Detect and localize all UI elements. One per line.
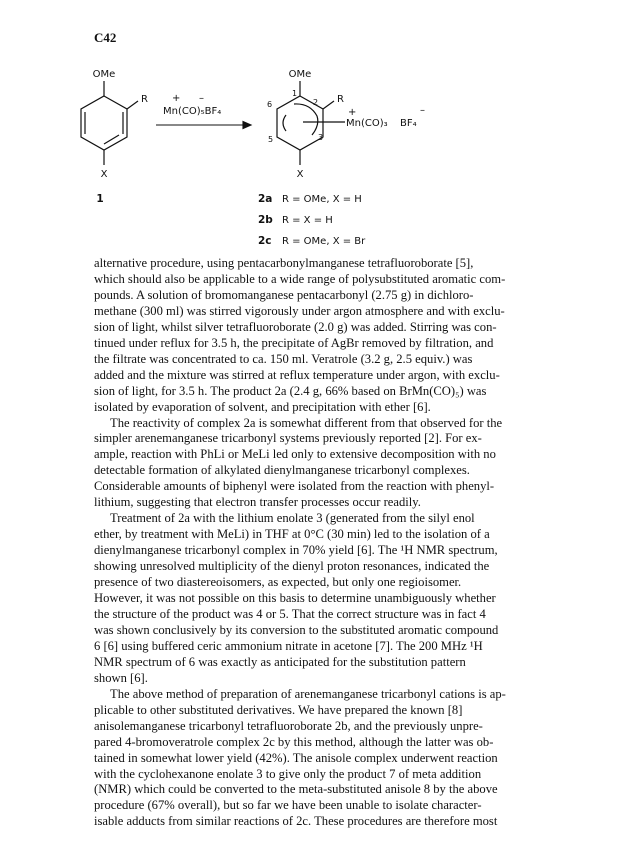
reactant-r-label: R	[141, 94, 148, 105]
text-line: However, it was not possible on this basis to determine unambiguously whether	[94, 591, 496, 606]
text-line: Treatment of 2a with the lithium enolate 3 (generated from the silyl enol	[110, 511, 475, 526]
reactant-ome-label: OMe	[92, 69, 116, 80]
text-line: pounds. A solution of bromomanganese pentacarbonyl (2.75 g) in dichloro-	[94, 287, 474, 302]
text-line: The above method of preparation of arenemanganese tricarbonyl cations is ap-	[110, 686, 506, 701]
compound-2b-definition: R = X = H	[282, 215, 333, 226]
product-structure	[277, 81, 345, 165]
text-line: alternative procedure, using pentacarbonylmanganese tetrafluoroborate [5],	[94, 256, 474, 270]
text-line: ether, by treatment with MeLi) in THF at 0°C (30 min) led to the isolation of a	[94, 527, 490, 542]
text-line: NMR spectrum of 6 was exactly as anticipated for the substitution pattern	[94, 654, 466, 669]
text-line: with the cyclohexanone enolate 3 to give only the product 7 of meta addition	[94, 766, 482, 781]
reactant-x-label: X	[100, 169, 108, 180]
text-line: isolated by evaporation of solvent, and precipitation with ether [6].	[94, 399, 431, 414]
text-line: the filtrate was concentrated to ca. 150 ml. Veratrole (3.2 g, 2.5 equiv.) was	[94, 351, 473, 366]
ring-number-3: 3	[318, 133, 324, 142]
text-line: which should also be applicable to a wide range of polysubstituted aromatic com-	[94, 271, 506, 286]
paragraph-reactivity	[94, 416, 594, 512]
text-line: procedure (67% overall), but so far we have been unable to isolate character-	[94, 798, 482, 813]
text-line: presence of two diastereoisomers, as expected, but only one regioisomer.	[94, 575, 462, 590]
text-line: detectable formation of alkylated dienylmanganese tricarbonyl complexes.	[94, 463, 470, 478]
text-line: isable adducts from similar reactions of 2c. These procedures are therefore most	[94, 814, 498, 829]
reaction-scheme	[0, 55, 624, 255]
text-line: Considerable amounts of biphenyl were isolated from the reaction with phenyl-	[94, 479, 495, 494]
text-line: the structure of the product was 4 or 5. That the correct structure was in fact 4	[94, 606, 486, 621]
page-number: C42	[94, 30, 117, 45]
compound-2b-label: 2b	[258, 214, 273, 226]
text-line: was shown conclusively by its conversion to the substituted aromatic compound	[94, 622, 499, 637]
paragraph-enolate	[94, 511, 594, 686]
text-line: simpler arenemanganese tricarbonyl systems previously reported [2]. For ex-	[94, 431, 482, 446]
body-text	[94, 256, 594, 830]
ring-number-1: 1	[292, 89, 298, 98]
text-line: plicable to other substituted derivatives. We have prepared the known [8]	[94, 702, 463, 717]
paragraph-method	[94, 687, 594, 831]
text-line: tinued under reflux for 3.5 h, the precipitate of AgBr removed by filtration, and	[94, 335, 494, 350]
text-line: sion of light, whilst silver tetrafluoroborate (2.0 g) was added. Stirring was con-	[94, 319, 497, 334]
text-line: methane (300 ml) was stirred vigorously under argon atmosphere and with exclu-	[94, 303, 505, 318]
compound-2a-label: 2a	[258, 193, 273, 205]
text-line: ample, reaction with PhLi or MeLi led only to extensive decomposition with no	[94, 447, 496, 462]
reagent-label: Mn(CO)₅BF₄	[163, 106, 222, 117]
product-x-label: X	[296, 169, 304, 180]
reactant-structure	[81, 81, 138, 165]
text-line: shown [6].	[94, 670, 148, 685]
product-metal-label: Mn(CO)₃	[346, 118, 388, 129]
reaction-arrow	[156, 122, 251, 129]
ring-number-5: 5	[268, 135, 274, 144]
text-line: lithium, suggesting that electron transfer processes occur readily.	[94, 495, 421, 510]
compound-2c-definition: R = OMe, X = Br	[282, 236, 366, 247]
text-line: anisolemanganese tricarbonyl tetrafluoroborate 2b, and the previously unpre-	[94, 718, 483, 733]
compound-2a-definition: R = OMe, X = H	[282, 194, 362, 205]
paragraph-procedure	[94, 256, 594, 416]
text-line: 6 [6] using buffered ceric ammonium nitrate in acetone [7]. The 200 MHz ¹H	[94, 638, 483, 653]
text-line: showing unresolved multiplicity of the dienyl proton resonances, indicated the	[94, 559, 490, 574]
product-ome-label: OMe	[288, 69, 312, 80]
text-line: pared 4-bromoveratrole complex 2c by this method, although the latter was ob-	[94, 734, 494, 749]
text-line: The reactivity of complex 2a is somewhat different from that observed for the	[110, 415, 503, 430]
ring-number-6: 6	[267, 100, 273, 109]
text-line: tained in somewhat lower yield (42%). The anisole complex underwent reaction	[94, 750, 498, 765]
text-line: added and the mixture was stirred at reflux temperature under argon, with exclu-	[94, 367, 500, 382]
reactant-number: 1	[96, 193, 104, 205]
counterion-charge: –	[420, 105, 425, 116]
counterion-label: BF₄	[400, 118, 417, 129]
product-r-label: R	[337, 94, 344, 105]
product-plus: +	[348, 107, 357, 118]
text-line: sion of light, for 3.5 h. The product 2a (2.4 g, 66% based on BrMn(CO)₅) was	[94, 383, 487, 398]
text-line: (NMR) which could be converted to the meta-substituted anisole 8 by the above	[94, 782, 498, 797]
ring-number-2: 2	[313, 98, 319, 107]
reagent-minus: –	[199, 93, 204, 104]
text-line: dienylmanganese tricarbonyl complex in 70% yield [6]. The ¹H NMR spectrum,	[94, 543, 498, 558]
reagent-plus: +	[172, 93, 181, 104]
compound-2c-label: 2c	[258, 235, 272, 247]
